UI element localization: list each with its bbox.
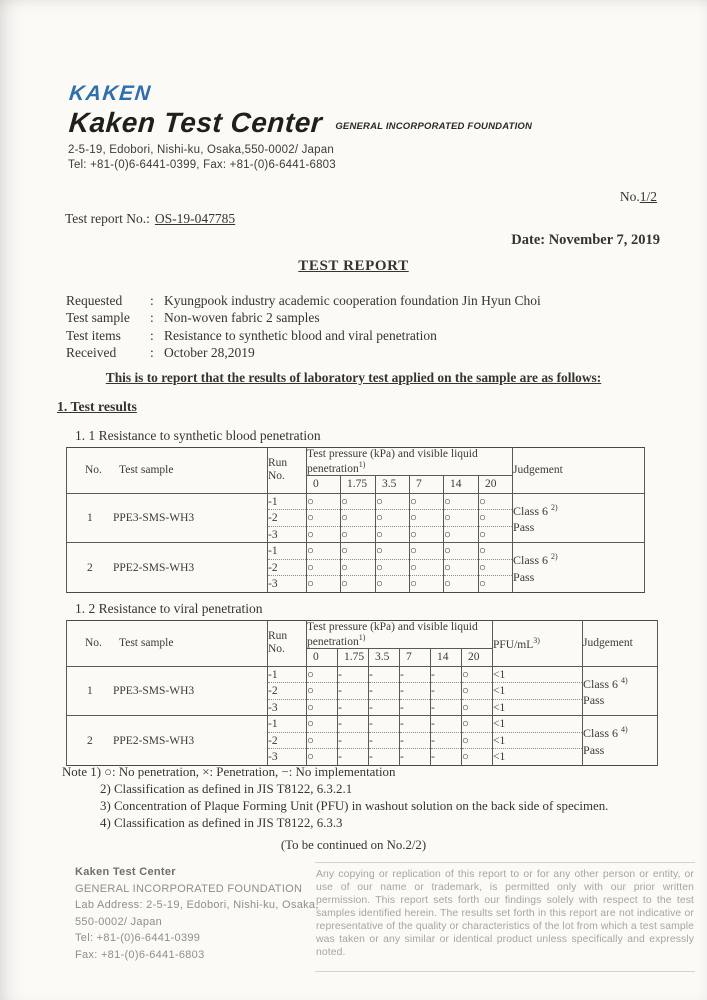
result-symbol: ○ bbox=[307, 732, 338, 749]
result-symbol: ○ bbox=[307, 543, 341, 560]
result-symbol: ○ bbox=[479, 526, 513, 543]
result-symbol: ○ bbox=[479, 576, 513, 593]
note-line: 3) Concentration of Plaque Forming Unit (PFU) in washout solution on the back side of specimen. bbox=[100, 798, 609, 813]
info-value: Resistance to synthetic blood and viral penetration bbox=[164, 327, 437, 343]
result-symbol: - bbox=[369, 699, 400, 716]
sample-cell bbox=[67, 493, 268, 543]
pressure-tick: 7 bbox=[410, 475, 444, 493]
org-address: 2-5-19, Edobori, Nishi-ku, Osaka,550-0002/ Japan bbox=[68, 144, 334, 157]
result-symbol: ○ bbox=[341, 576, 376, 593]
continued-note: (To be continued on No.2/2) bbox=[280, 838, 427, 852]
run-number: -3 bbox=[268, 576, 307, 593]
pressure-tick: 0 bbox=[307, 648, 338, 666]
run-number: -1 bbox=[268, 666, 307, 683]
page-number-label: No. bbox=[619, 189, 640, 204]
result-symbol: ○ bbox=[376, 559, 410, 576]
sample-number: 2 bbox=[87, 734, 93, 747]
result-symbol: ○ bbox=[479, 510, 513, 527]
run-number: -1 bbox=[268, 543, 307, 560]
result-symbol: ○ bbox=[462, 683, 493, 700]
info-row-test-items bbox=[66, 327, 541, 344]
pressure-tick: 0 bbox=[307, 475, 341, 493]
result-symbol: ○ bbox=[462, 699, 493, 716]
result-symbol: ○ bbox=[410, 526, 444, 543]
result-symbol: ○ bbox=[376, 526, 410, 543]
header-no-sample bbox=[67, 448, 268, 494]
result-symbol: ○ bbox=[444, 559, 479, 576]
pressure-tick: 3.5 bbox=[376, 475, 410, 493]
report-statement: This is to report that the results of laboratory test applied on the sample are as follows: bbox=[105, 370, 602, 385]
judgement-class: Class 6 $^{2)}$ bbox=[513, 502, 558, 518]
page-number bbox=[620, 189, 657, 205]
result-symbol: ○ bbox=[307, 699, 338, 716]
judgement-class: Class 6 $^{4)}$ bbox=[583, 725, 628, 741]
report-info bbox=[66, 292, 541, 361]
result-symbol: - bbox=[400, 716, 431, 733]
sample-name: PPE2-SMS-WH3 bbox=[113, 734, 195, 747]
result-symbol: ○ bbox=[444, 543, 479, 560]
run-number: -1 bbox=[268, 716, 307, 733]
result-symbol: ○ bbox=[307, 576, 341, 593]
info-row-requested bbox=[66, 292, 541, 309]
result-symbol: ○ bbox=[444, 526, 479, 543]
result-symbol: - bbox=[369, 749, 400, 766]
result-row bbox=[67, 666, 658, 683]
header-judgement: Judgement bbox=[583, 621, 658, 667]
result-symbol: ○ bbox=[307, 510, 341, 527]
header-no-sample bbox=[67, 621, 268, 667]
pressure-tick: 14 bbox=[444, 475, 479, 493]
result-symbol: ○ bbox=[462, 749, 493, 766]
header-no: No. bbox=[85, 464, 102, 477]
footer-lab-line: GENERAL INCORPORATED FOUNDATION bbox=[75, 882, 303, 895]
table2-header-row bbox=[67, 621, 658, 649]
page-number-value: 1/2 bbox=[639, 189, 657, 204]
org-name-line bbox=[68, 108, 532, 137]
result-symbol: - bbox=[369, 666, 400, 683]
result-symbol: - bbox=[338, 699, 369, 716]
org-type: GENERAL INCORPORATED FOUNDATION bbox=[335, 121, 533, 133]
result-symbol: - bbox=[400, 699, 431, 716]
result-symbol: ○ bbox=[307, 559, 341, 576]
judgement-cell bbox=[513, 493, 645, 543]
result-symbol: ○ bbox=[444, 493, 479, 510]
footnote-ref: 4) bbox=[621, 725, 628, 735]
judgement-cell bbox=[583, 666, 658, 716]
result-symbol: ○ bbox=[410, 559, 444, 576]
pfu-value: <1 bbox=[493, 683, 583, 700]
pfu-value: <1 bbox=[493, 716, 583, 733]
result-symbol: - bbox=[431, 699, 462, 716]
info-row-test-sample bbox=[66, 309, 541, 326]
sample-cell bbox=[67, 666, 268, 716]
result-symbol: ○ bbox=[376, 493, 410, 510]
org-name: Kaken Test Center bbox=[67, 107, 324, 138]
result-symbol: ○ bbox=[307, 666, 338, 683]
org-telfax: Tel: +81-(0)6-6441-0399, Fax: +81-(0)6-6441-6803 bbox=[68, 159, 336, 172]
header-run-no: Run No. bbox=[268, 448, 307, 494]
sample-name: PPE3-SMS-WH3 bbox=[113, 512, 195, 525]
footer-lab-line: Lab Address: 2-5-19, Edobori, Nishi-ku, Osaka, bbox=[75, 899, 319, 912]
info-colon: : bbox=[150, 310, 154, 326]
header-no: No. bbox=[85, 637, 102, 650]
result-symbol: - bbox=[338, 732, 369, 749]
result-symbol: ○ bbox=[341, 493, 376, 510]
pressure-tick: 20 bbox=[479, 475, 513, 493]
result-symbol: ○ bbox=[376, 510, 410, 527]
table2-title: 1. 2 Resistance to viral penetration bbox=[75, 601, 263, 616]
note-line: Note 1) ○: No penetration, ×: Penetration, −: No implementation bbox=[62, 765, 396, 779]
pressure-tick: 1.75 bbox=[341, 475, 376, 493]
info-label: Received bbox=[66, 344, 117, 360]
table1-title: 1. 1 Resistance to synthetic blood penetration bbox=[75, 428, 321, 443]
result-symbol: ○ bbox=[444, 576, 479, 593]
footnote-ref: 4) bbox=[621, 675, 628, 685]
result-symbol: - bbox=[431, 732, 462, 749]
footer-lab-line: Fax: +81-(0)6-6441-6803 bbox=[75, 948, 205, 961]
section-title-test-results: 1. Test results bbox=[57, 399, 137, 414]
run-number: -1 bbox=[268, 493, 307, 510]
info-colon: : bbox=[150, 293, 154, 308]
run-number: -2 bbox=[268, 732, 307, 749]
info-label: Test items bbox=[66, 327, 121, 343]
result-symbol: - bbox=[400, 732, 431, 749]
result-symbol: ○ bbox=[479, 543, 513, 560]
info-label: Requested bbox=[66, 293, 123, 308]
result-row bbox=[67, 493, 645, 510]
viral-penetration-table bbox=[66, 620, 658, 766]
info-value: Non-woven fabric 2 samples bbox=[164, 310, 320, 326]
result-symbol: ○ bbox=[410, 510, 444, 527]
info-colon: : bbox=[150, 327, 154, 343]
judgement-class: Class 6 $^{4)}$ bbox=[583, 675, 628, 691]
result-symbol: ○ bbox=[462, 666, 493, 683]
judgement-result: Pass bbox=[513, 569, 535, 584]
result-symbol: ○ bbox=[444, 510, 479, 527]
result-symbol: ○ bbox=[341, 526, 376, 543]
sample-name: PPE3-SMS-WH3 bbox=[113, 685, 195, 698]
pressure-tick: 3.5 bbox=[369, 648, 400, 666]
result-symbol: ○ bbox=[479, 493, 513, 510]
kaken-logo: KAKEN bbox=[68, 82, 153, 105]
judgement-class: Class 6 $^{2)}$ bbox=[513, 552, 558, 568]
pfu-value: <1 bbox=[493, 749, 583, 766]
result-symbol: ○ bbox=[341, 543, 376, 560]
run-number: -2 bbox=[268, 559, 307, 576]
result-symbol: ○ bbox=[341, 559, 376, 576]
result-symbol: ○ bbox=[410, 543, 444, 560]
footer-lab-line: 550-0002/ Japan bbox=[75, 915, 163, 928]
judgement-cell bbox=[513, 543, 645, 593]
result-symbol: ○ bbox=[462, 732, 493, 749]
result-symbol: - bbox=[369, 732, 400, 749]
info-label: Test sample bbox=[66, 310, 130, 326]
sample-cell bbox=[67, 543, 268, 593]
result-symbol: ○ bbox=[376, 576, 410, 593]
pressure-tick: 20 bbox=[462, 648, 493, 666]
header-test-pressure: Test pressure (kPa) and visible liquid penetration$^{1)}$ bbox=[307, 621, 493, 649]
sample-number: 1 bbox=[87, 512, 93, 525]
footer-lab-info bbox=[75, 864, 319, 964]
run-number: -3 bbox=[268, 699, 307, 716]
judgement-result: Pass bbox=[583, 742, 605, 757]
report-number bbox=[65, 211, 235, 227]
pressure-tick: 1.75 bbox=[338, 648, 369, 666]
result-symbol: - bbox=[400, 683, 431, 700]
judgement-result: Pass bbox=[513, 520, 535, 535]
info-colon: : bbox=[150, 344, 154, 360]
judgement-result: Pass bbox=[583, 693, 605, 708]
judgement-cell bbox=[583, 716, 658, 766]
result-symbol: ○ bbox=[341, 510, 376, 527]
run-number: -2 bbox=[268, 510, 307, 527]
run-number: -3 bbox=[268, 526, 307, 543]
result-symbol: - bbox=[369, 716, 400, 733]
note-line: 4) Classification as defined in JIS T8122, 6.3.3 bbox=[100, 815, 343, 830]
result-symbol: - bbox=[431, 716, 462, 733]
result-symbol: ○ bbox=[462, 716, 493, 733]
pfu-value: <1 bbox=[493, 699, 583, 716]
blood-penetration-table bbox=[66, 447, 645, 593]
result-symbol: - bbox=[400, 749, 431, 766]
footnote-ref: 1) bbox=[358, 633, 366, 642]
result-symbol: - bbox=[338, 683, 369, 700]
note-line: 2) Classification as defined in JIS T8122, 6.3.2.1 bbox=[100, 781, 353, 796]
result-symbol: ○ bbox=[410, 493, 444, 510]
footnote-ref: 2) bbox=[551, 502, 558, 512]
run-number: -3 bbox=[268, 749, 307, 766]
footer-disclaimer: Any copying or replication of this report to or for any other person or entity, or use of our name or trademark, is permitted only with our prior written permission. This report sets forth our findings solely with respect to the test samples identified herein. The results set forth in this report are not indicative or representative of the quality or characteristics of the lot from which a test sample was taken or any similar or identical product unless specifically and expressly noted. bbox=[315, 862, 695, 972]
header-judgement: Judgement bbox=[513, 448, 645, 494]
sample-number: 2 bbox=[87, 561, 93, 574]
info-row-received bbox=[66, 344, 541, 361]
info-value: October 28,2019 bbox=[164, 344, 255, 360]
pressure-tick: 14 bbox=[431, 648, 462, 666]
result-symbol: - bbox=[338, 666, 369, 683]
result-row bbox=[67, 716, 658, 733]
footer-lab-line: Tel: +81-(0)6-6441-0399 bbox=[75, 932, 201, 945]
result-symbol: ○ bbox=[376, 543, 410, 560]
result-symbol: ○ bbox=[307, 526, 341, 543]
result-symbol: ○ bbox=[307, 749, 338, 766]
header-test-pressure: Test pressure (kPa) and visible liquid penetration$^{1)}$ bbox=[307, 448, 513, 476]
result-symbol: - bbox=[400, 666, 431, 683]
result-symbol: - bbox=[431, 666, 462, 683]
sample-cell bbox=[67, 716, 268, 766]
table1-header-row bbox=[67, 448, 645, 476]
info-value: Kyungpook industry academic cooperation foundation Jin Hyun Choi bbox=[164, 293, 541, 308]
result-symbol: ○ bbox=[410, 576, 444, 593]
header-run-no: Run No. bbox=[268, 621, 307, 667]
sample-number: 1 bbox=[87, 685, 93, 698]
footnotes bbox=[62, 764, 608, 832]
result-symbol: - bbox=[338, 749, 369, 766]
footnote-ref: 2) bbox=[551, 552, 558, 562]
result-symbol: ○ bbox=[307, 683, 338, 700]
run-number: -2 bbox=[268, 683, 307, 700]
sample-name: PPE2-SMS-WH3 bbox=[113, 561, 195, 574]
result-row bbox=[67, 543, 645, 560]
result-symbol: - bbox=[431, 749, 462, 766]
footer-lab-line: Kaken Test Center bbox=[75, 866, 176, 878]
result-symbol: - bbox=[431, 683, 462, 700]
report-number-label: Test report No.: bbox=[65, 211, 150, 226]
report-date: Date: November 7, 2019 bbox=[511, 232, 660, 248]
result-symbol: - bbox=[338, 716, 369, 733]
report-number-value: OS-19-047785 bbox=[154, 211, 236, 226]
pressure-tick: 7 bbox=[400, 648, 431, 666]
pfu-value: <1 bbox=[493, 732, 583, 749]
report-title: TEST REPORT bbox=[298, 258, 409, 274]
footnote-ref: 1) bbox=[358, 460, 366, 469]
pfu-value: <1 bbox=[493, 666, 583, 683]
header-test-sample: Test sample bbox=[119, 637, 174, 650]
result-symbol: ○ bbox=[307, 716, 338, 733]
footnote-ref: 3) bbox=[533, 636, 540, 645]
header-pfu: PFU/$mL^{3)}$ bbox=[493, 621, 583, 667]
header-test-sample: Test sample bbox=[119, 464, 174, 477]
letterhead bbox=[68, 82, 532, 171]
result-symbol: ○ bbox=[307, 493, 341, 510]
result-symbol: - bbox=[369, 683, 400, 700]
result-symbol: ○ bbox=[479, 559, 513, 576]
